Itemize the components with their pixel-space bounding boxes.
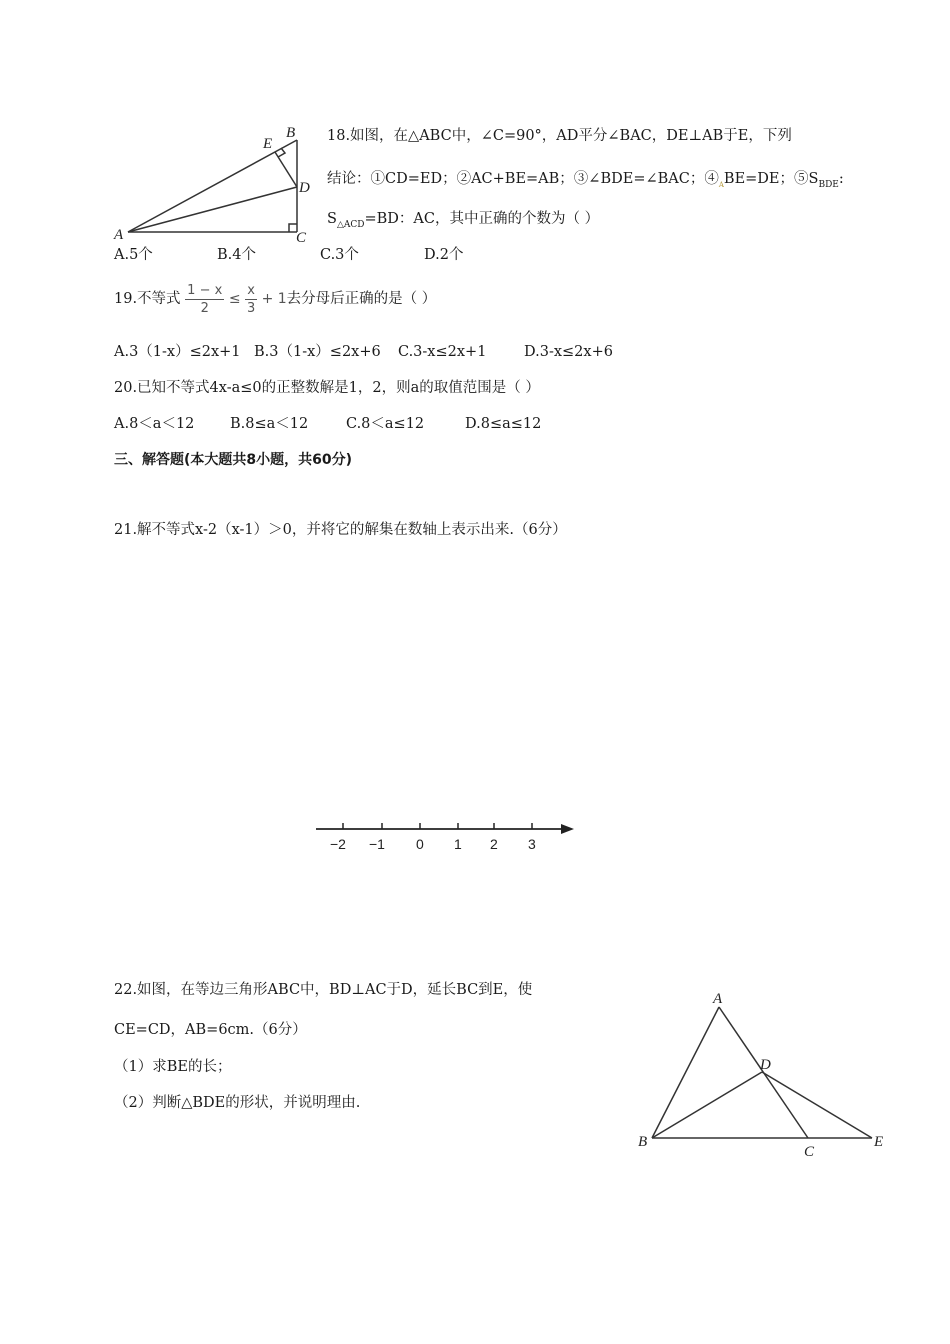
q22-label-E: E <box>874 1134 884 1150</box>
q18-option-a: A.5个 <box>114 247 153 263</box>
q18-triangle-figure <box>108 120 318 245</box>
q18-option-b: B.4个 <box>217 247 256 263</box>
q18-line2-post: BE=DE；⑤S <box>723 171 819 187</box>
q20-option-a: A.8＜a＜12 <box>114 416 195 432</box>
q18-line2-pre: 结论：①CD=ED；②AC+BE=AB；③∠BDE=∠BAC；④ <box>327 171 719 187</box>
q19-stem <box>114 279 436 319</box>
q19-option-d: D.3-x≤2x+6 <box>524 344 613 360</box>
q18-line3-sub: △ACD <box>336 219 365 230</box>
q18-line3-post: =BD：AC，其中正确的个数为（ ） <box>364 211 600 227</box>
q19-option-b: B.3（1-x）≤2x+6 <box>254 344 381 360</box>
q21-tick-1: 1 <box>454 836 462 852</box>
q21-tick-neg1: −1 <box>369 836 385 852</box>
q22-label-C: C <box>804 1144 815 1160</box>
q22-label-A: A <box>713 991 723 1007</box>
q22-stem-line2: CE=CD，AB=6cm.（6分） <box>114 1022 307 1038</box>
q20-option-d: D.8≤a≤12 <box>465 416 542 432</box>
q20-option-c: C.8＜a≤12 <box>346 416 425 432</box>
q18-option-d: D.2个 <box>424 247 464 263</box>
q22-part2: （2）判断△BDE的形状，并说明理由. <box>114 1095 361 1111</box>
q19-fraction-left <box>185 283 224 316</box>
q22-label-B: B <box>638 1134 648 1150</box>
q19-plus-one: + 1 <box>261 291 287 307</box>
q19-frac2-num: x <box>247 282 255 298</box>
q20-option-b: B.8≤a＜12 <box>230 416 309 432</box>
q21-tick-neg2: −2 <box>330 836 346 852</box>
q19-option-a: A.3（1-x）≤2x+1 <box>114 344 241 360</box>
q18-option-c: C.3个 <box>320 247 359 263</box>
q19-prefix: 19.不等式 <box>114 291 181 307</box>
q18-stem-line1: 18.如图，在△ABC中，∠C=90°，AD平分∠BAC，DE⊥AB于E，下列 <box>327 128 792 144</box>
q18-line2-sub: BDE <box>818 179 839 190</box>
q19-option-c: C.3-x≤2x+1 <box>398 344 487 360</box>
q18-label-C: C <box>296 230 307 245</box>
q21-tick-0: 0 <box>416 836 424 852</box>
q22-stem-line1: 22.如图，在等边三角形ABC中，BD⊥AC于D，延长BC到E，使 <box>114 982 533 998</box>
q19-suffix: 去分母后正确的是（ ） <box>286 291 437 307</box>
q21-tick-2: 2 <box>490 836 498 852</box>
q19-leq: ≤ <box>228 291 241 307</box>
q19-frac1-den: 2 <box>200 300 209 316</box>
q19-frac2-den: 3 <box>246 300 256 316</box>
q18-stem-line2 <box>327 170 844 194</box>
q18-label-A: A <box>114 227 124 243</box>
q18-stem-line3 <box>327 210 599 234</box>
q18-label-E: E <box>263 136 273 152</box>
q22-part1: （1）求BE的长； <box>114 1059 232 1075</box>
q22-triangle-figure <box>630 985 895 1165</box>
q21-stem: 21.解不等式x-2（x-1）＞0，并将它的解集在数轴上表示出来.（6分） <box>114 522 567 538</box>
q18-label-D: D <box>299 180 310 196</box>
q21-number-line <box>312 815 577 857</box>
q19-frac1-num: 1 − x <box>187 282 223 298</box>
q18-label-B: B <box>286 125 296 141</box>
q21-tick-3: 3 <box>528 836 536 852</box>
q18-line3-pre: S <box>327 211 337 227</box>
q22-label-D: D <box>760 1057 771 1073</box>
q19-fraction-right <box>245 283 257 316</box>
q18-line2-small: A <box>718 180 724 189</box>
q18-line2-end: : <box>838 171 844 187</box>
section-3-heading: 三、解答题(本大题共8小题，共60分) <box>114 452 353 468</box>
q20-stem: 20.已知不等式4x-a≤0的正整数解是1，2，则a的取值范围是（ ） <box>114 380 540 396</box>
